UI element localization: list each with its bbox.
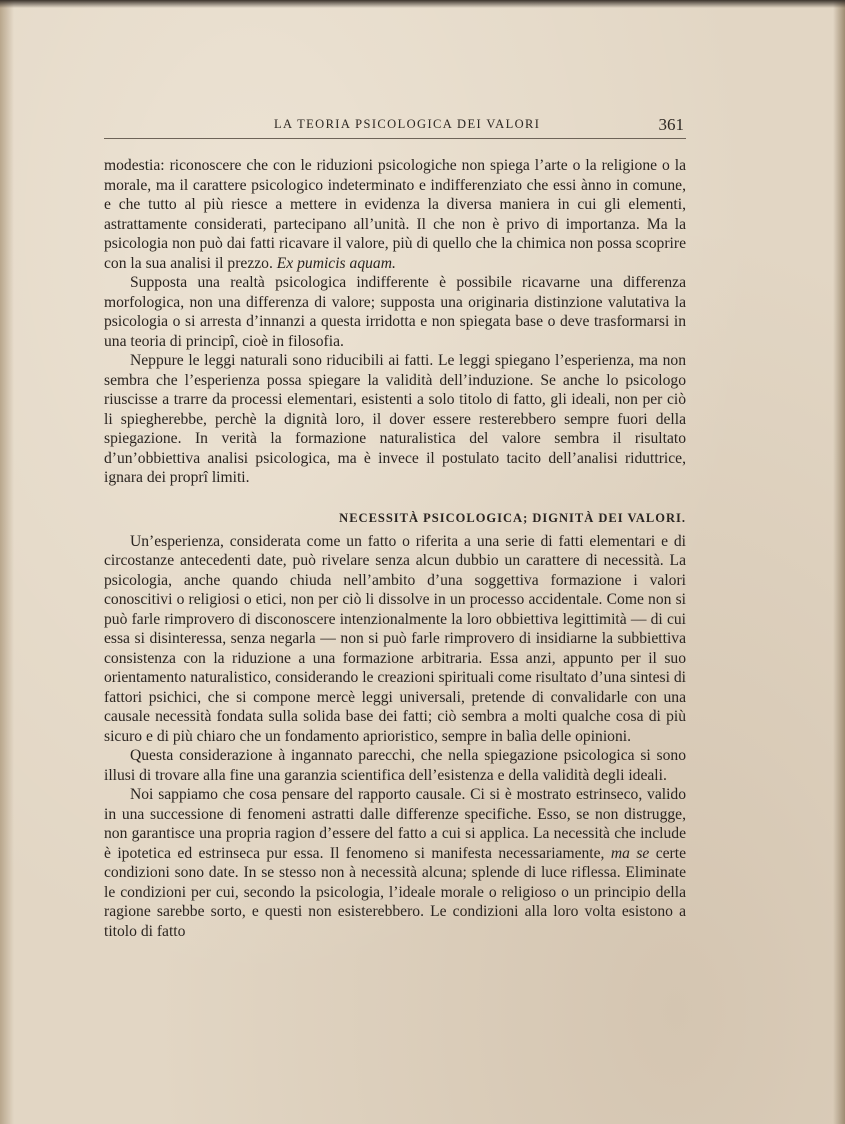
page-top-edge-shadow — [0, 0, 845, 8]
paragraph-3: Neppure le leggi naturali sono riducibili ai fatti. Le leggi spiegano l’esperienza, ma non sembra che l’esperienza possa spiegare la validità dell’induzione. Se anche lo psicologo riuscisse a trarre da processi elementari, esistenti a solo titolo di fatto, gli ideali, non per ciò li spiegherebbe, perchè la dignità loro, il dover essere resterebbero sempre fuori della spiegazione. In verità la formazione naturalistica del valore sembra il risultato d’un’obbiettiva analisi psicologica, ma è invece il postulato tacito dell’analisi riduttrice, ignara dei proprî limiti. — [104, 352, 686, 486]
paragraph-6-emphasis: ma se — [610, 844, 650, 862]
running-head-title: LA TEORIA PSICOLOGICA DEI VALORI — [274, 117, 541, 131]
paragraph-4: Un’esperienza, considerata come un fatto o riferita a una serie di fatti elementari e di circostanze antecedenti date, può rivelare senza alcun dubbio un carattere di necessità. La psicologia, anche quando chiuda nell’ambito d’una soggettiva formazione i valori conoscitivi o religiosi o etici, non per ciò li dissolve in un processo accidentale. Come non si può farle rimprovero di disconoscere intenzionalmente la loro obbiettiva legittimità — di cui essa si disinteressa, senza negarla — non si può farle rimprovero di insidiarne la subbiettiva consistenza con la riduzione a una formazione arbitraria. Essa anzi, appunto per il suo orientamento naturalistico, considerando le creazioni spirituali come risultato d’una sintesi di fattori psichici, che si compone mercè leggi universali, pretende di convalidarle con una causale necessità fondata sulla solida base dei fatti; ciò sembra a molti qualche cosa di più sicuro e di più chiaro che un fondamento aprioristico, sempre in balìa delle opinioni. — [104, 532, 686, 745]
paragraph-1-text: modestia: riconoscere che con le riduzioni psicologiche non spiega l’arte o la religione o la morale, ma il carattere psicologico indeterminato e indifferenziato che essi ànno in comune, e che tutto al più riesce a mettere in evidenza la diversa maniera in cui gli elementi, astrattamente considerati, partecipano all’unità. Il che non è privo di importanza. Ma la psicologia non può dai fatti ricavare il valore, più di quello che la chimica non possa scoprire con la sua analisi il prezzo. — [104, 157, 686, 272]
page-left-edge-shadow — [0, 0, 14, 1124]
body-text — [104, 156, 686, 941]
paragraph-6-text-b: certe condizioni sono date. In se stesso non à necessità alcuna; splende di luce riflessa. Eliminate le condizioni per cui, secondo la psicologia, l’ideale morale o religioso o un principio della ragione sarebbe sorto, e questi non esisterebbero. Le condizioni alla loro volta esistono a titolo di fatto — [104, 844, 687, 940]
page-right-edge-shadow — [833, 0, 845, 1124]
section-heading: NECESSITÀ PSICOLOGICA; DIGNITÀ DEI VALORI. — [339, 510, 686, 525]
paragraph-5: Questa considerazione à ingannato parecchi, che nella spiegazione psicologica si sono illusi di trovare alla fine una garanzia scientifica dell’esistenza e della validità degli ideali. — [104, 747, 686, 784]
paragraph-6 — [104, 785, 686, 941]
paragraph-6-text-a: Noi sappiamo che cosa pensare del rapporto causale. Ci si è mostrato estrinseco, valido in una successione di fenomeni astratti dalle differenze specifiche. Esso, se non distrugge, non garantisce una propria ragion d’essere del fatto a cui si applica. La necessità che include è ipotetica ed estrinseca pur essa. Il fenomeno si manifesta necessariamente, — [104, 786, 686, 862]
header-rule — [104, 138, 686, 139]
latin-quote: Ex pumicis aquam. — [276, 254, 396, 272]
running-head — [104, 115, 686, 139]
page-number: 361 — [658, 115, 684, 134]
paragraph-2: Supposta una realtà psicologica indifferente è possibile ricavarne una differenza morfologica, non una differenza di valore; supposta una originaria distinzione valutativa la psicologia o si arresta d’innanzi a questa irridotta e non spiegata base o deve trasformarsi in una teoria di principî, cioè in filosofia. — [104, 274, 686, 350]
paragraph-1 — [104, 156, 686, 273]
